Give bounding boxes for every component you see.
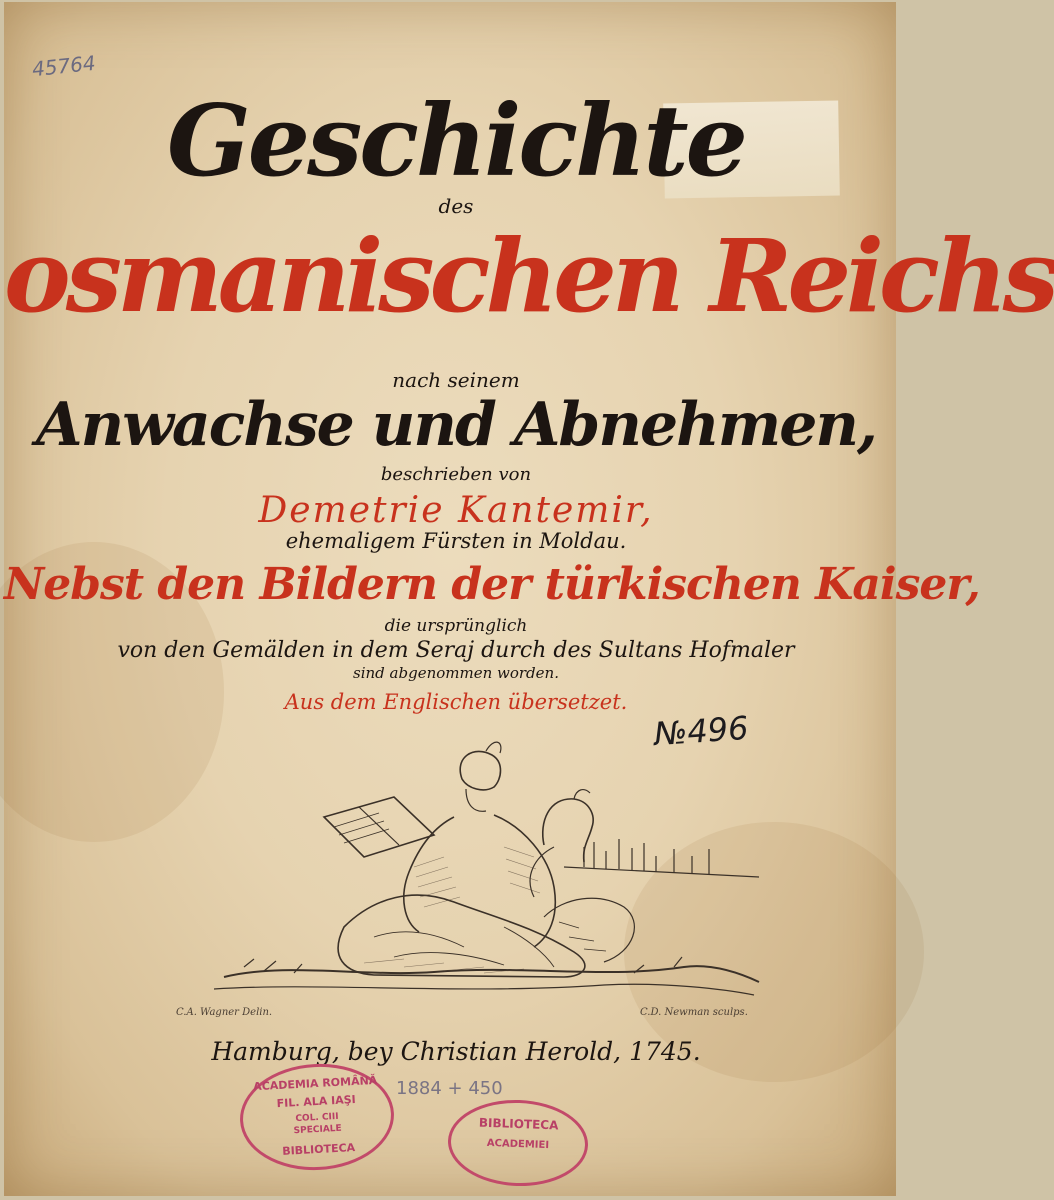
stamp-text: COL. CIII: [295, 1111, 339, 1125]
subtitle-die-urspruenglich: die ursprünglich: [384, 616, 528, 636]
stamp-text: ACADEMIEI: [486, 1137, 550, 1152]
engraving-illustration: [204, 727, 764, 1017]
shelf-number: 45764: [30, 50, 97, 82]
library-stamp-academia-romana: [237, 1060, 396, 1174]
engraver-credit: C.D. Newman sculps.: [640, 1007, 748, 1018]
title-page: [4, 2, 1054, 1196]
library-stamp-biblioteca: [447, 1098, 590, 1189]
author-name: Demetrie Kantemir,: [258, 490, 654, 531]
illustrator-credit: C.A. Wagner Delin.: [176, 1007, 273, 1018]
subtitle-anwachse: Anwachse und Abnehmen,: [36, 390, 876, 460]
stamp-text: SPECIALE: [293, 1123, 342, 1137]
title-des: des: [438, 194, 474, 218]
subtitle-beschrieben-von: beschrieben von: [380, 464, 532, 485]
title-osmanischen-reichs: osmanischen Reichs: [4, 217, 1054, 335]
author-title: ehemaligem Fürsten in Moldau.: [285, 529, 627, 553]
stamp-text: BIBLIOTECA: [478, 1115, 559, 1133]
subtitle-sind-abgenommen: sind abgenommen worden.: [353, 664, 559, 682]
subtitle-nach-seinem: nach seinem: [392, 368, 520, 392]
pencil-note: 1884 + 450: [396, 1078, 503, 1099]
subtitle-von-den-gemaelden: von den Gemälden in dem Seraj durch des Sultans Hofmaler: [117, 638, 795, 663]
stamp-text: ACADEMIA ROMÂNĂ: [252, 1073, 378, 1094]
stamp-text: BIBLIOTECA: [281, 1141, 356, 1158]
stamp-text: FIL. ALA IAŞI: [276, 1092, 357, 1111]
translation-note: Aus dem Englischen übersetzet.: [284, 690, 628, 714]
item-number: №496: [652, 708, 750, 754]
subtitle-nebst: Nebst den Bildern der türkischen Kaiser,: [4, 559, 980, 610]
imprint: Hamburg, bey Christian Herold, 1745.: [211, 1037, 701, 1066]
title-geschichte: Geschichte: [167, 84, 745, 199]
